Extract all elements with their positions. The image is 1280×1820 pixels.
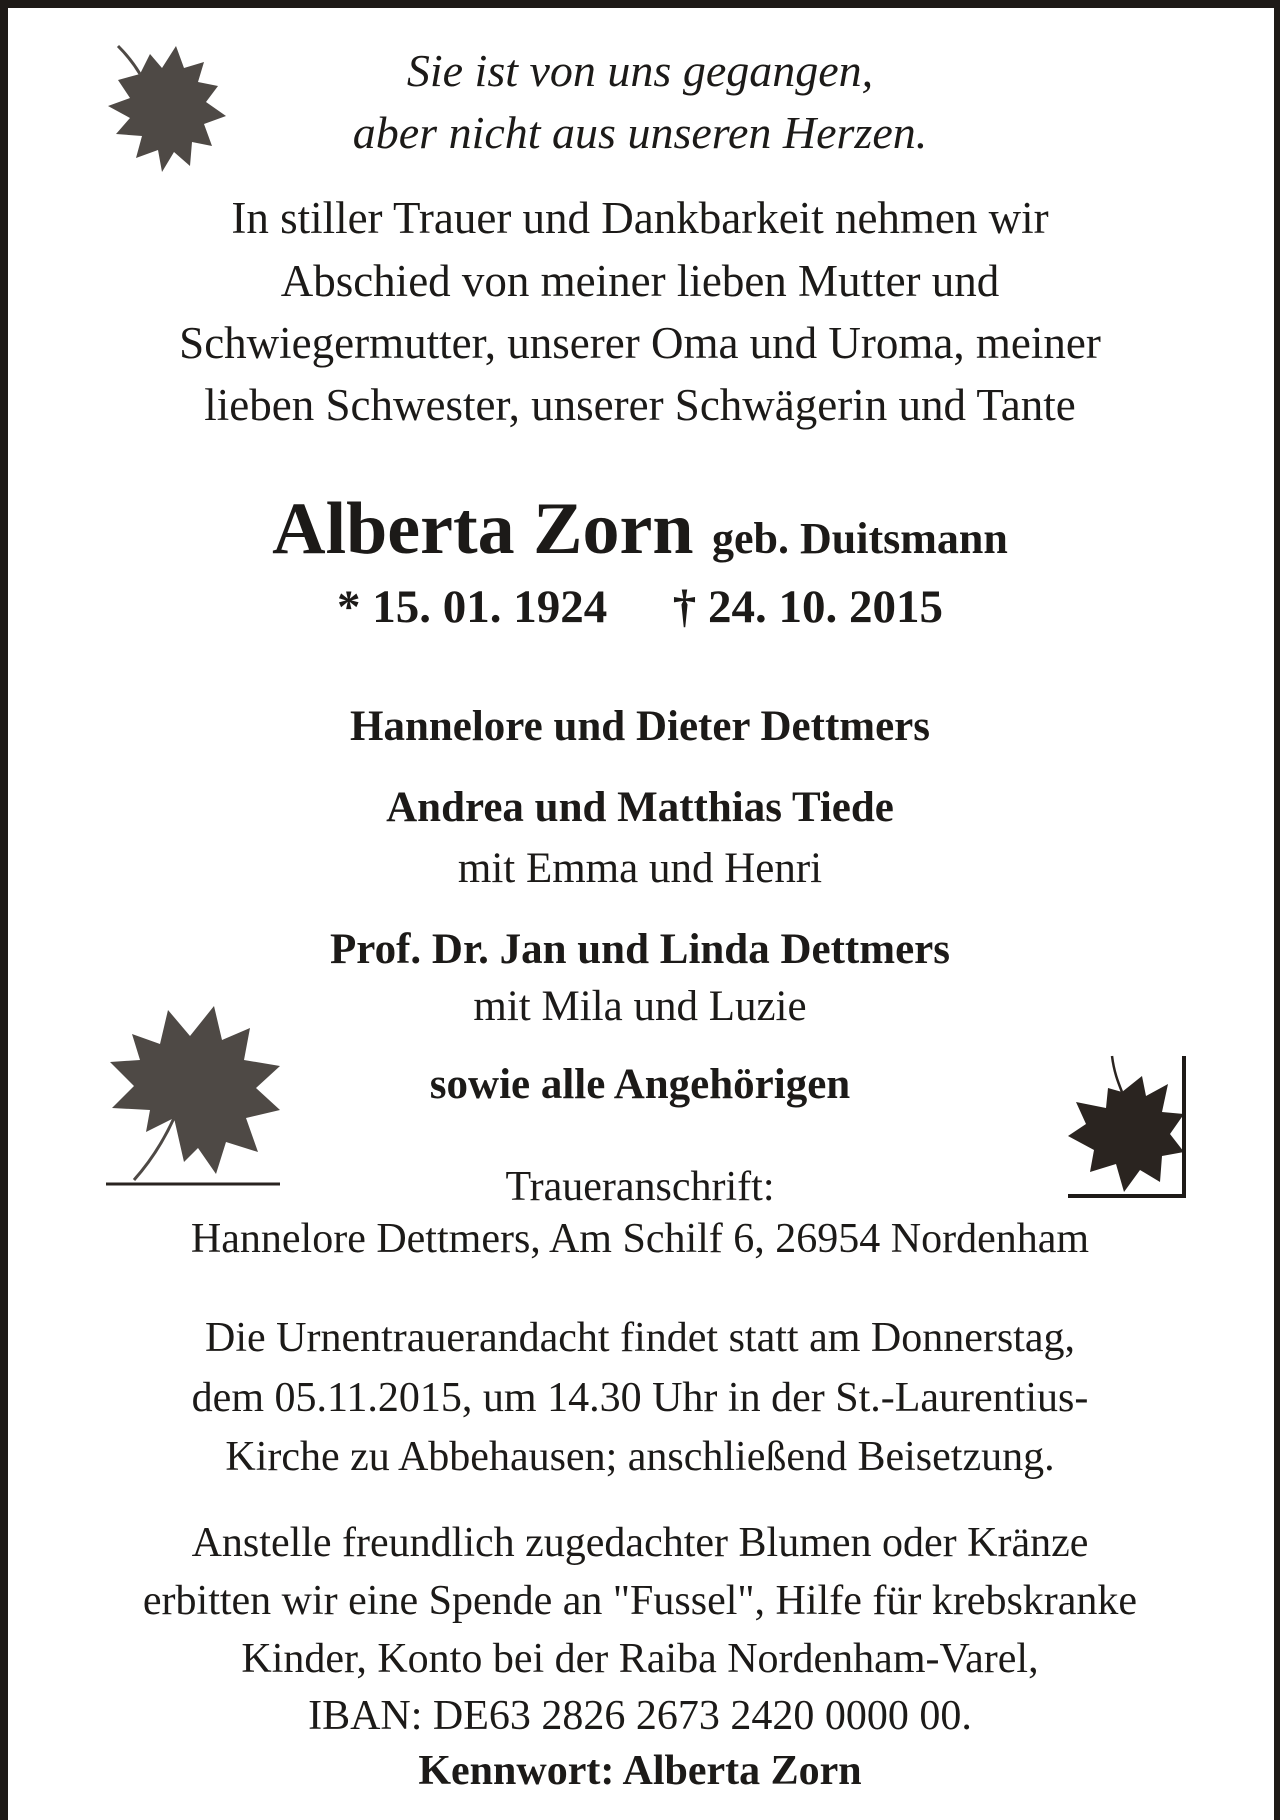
service-line-3: Kirche zu Abbehausen; anschließend Beisetzung.: [225, 1434, 1055, 1480]
donation-keyword: Kennwort: Alberta Zorn: [418, 1748, 862, 1794]
service-line-2: dem 05.11.2015, um 14.30 Uhr in der St.-Laurentius-: [191, 1375, 1089, 1421]
mourner-family-3: Prof. Dr. Jan und Linda Dettmers: [330, 926, 950, 973]
mourner-others: sowie alle Angehörigen: [429, 1061, 851, 1108]
address-label: Traueranschrift:: [505, 1164, 775, 1210]
mourner-family-3-children: mit Mila und Luzie: [473, 983, 807, 1030]
intro-line-4: lieben Schwester, unserer Schwägerin und Tante: [204, 380, 1076, 430]
intro-line-3: Schwiegermutter, unserer Oma und Uroma, meiner: [179, 318, 1101, 368]
motto-line-1: Sie ist von uns gegangen,: [406, 45, 874, 96]
death-date: † 24. 10. 2015: [672, 581, 943, 633]
life-dates: [0, 581, 1280, 633]
donation-iban: IBAN: DE63 2826 2673 2420 0000 00.: [308, 1693, 972, 1739]
maiden-name: geb. Duitsmann: [712, 514, 1008, 563]
mourner-family-1: Hannelore und Dieter Dettmers: [350, 703, 930, 750]
deceased-name: Alberta Zorn: [272, 488, 694, 570]
donation-line-1: Anstelle freundlich zugedachter Blumen oder Kränze: [191, 1520, 1089, 1566]
intro-line-1: In stiller Trauer und Dankbarkeit nehmen wir: [231, 193, 1049, 243]
deceased-name-line: [0, 488, 1280, 570]
mourner-family-2-children: mit Emma und Henri: [457, 845, 823, 892]
intro-line-2: Abschied von meiner lieben Mutter und: [280, 256, 1000, 306]
service-line-1: Die Urnentrauerandacht findet statt am Donnerstag,: [204, 1315, 1075, 1361]
donation-line-3: Kinder, Konto bei der Raiba Nordenham-Varel,: [241, 1636, 1039, 1682]
motto-line-2: aber nicht aus unseren Herzen.: [352, 107, 928, 158]
maple-leaf-icon: [104, 1000, 294, 1190]
mourner-family-2: Andrea und Matthias Tiede: [386, 784, 894, 831]
donation-line-2: erbitten wir eine Spende an "Fussel", Hilfe für krebskranke: [142, 1578, 1138, 1624]
address-value: Hannelore Dettmers, Am Schilf 6, 26954 Nordenham: [190, 1216, 1090, 1262]
birth-date: * 15. 01. 1924: [337, 581, 608, 633]
